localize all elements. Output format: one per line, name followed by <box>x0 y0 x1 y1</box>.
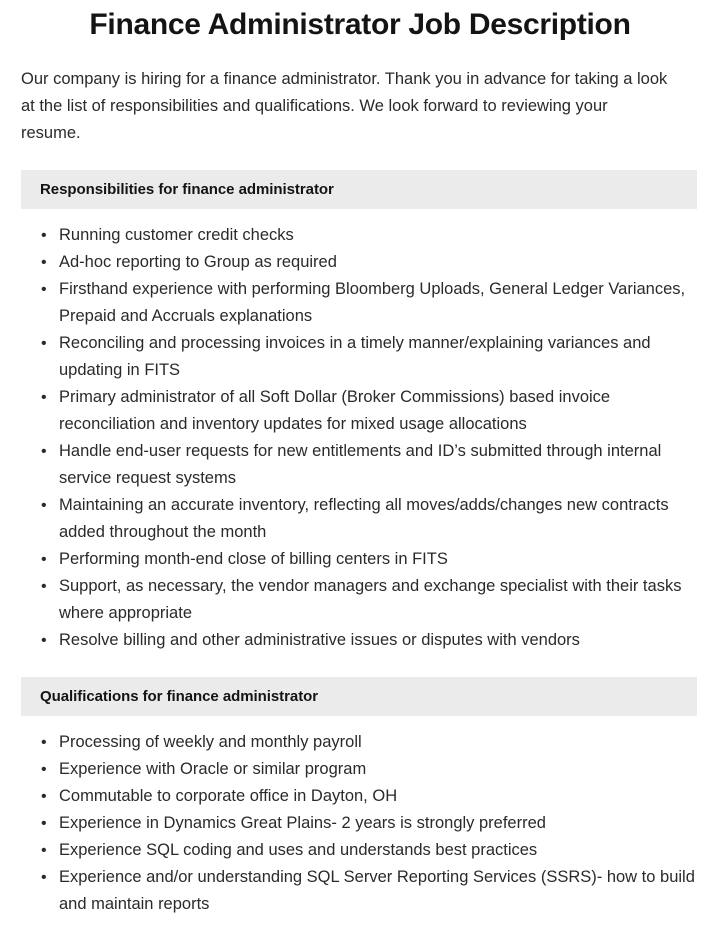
bullet-icon: • <box>41 227 47 244</box>
bullet-icon: • <box>41 281 47 298</box>
list-item-text: Firsthand experience with performing Bloomberg Uploads, General Ledger Variances, Prepaid and Accruals explanations <box>59 280 686 325</box>
section-header-label: Qualifications for finance administrator <box>40 688 319 705</box>
bullet-icon: • <box>41 254 47 271</box>
list-item <box>0 276 720 330</box>
list-item-text: Reconciling and processing invoices in a timely manner/explaining variances and updating in FITS <box>59 334 651 379</box>
list-item-text: Processing of weekly and monthly payroll <box>59 733 362 751</box>
bullet-icon: • <box>41 815 47 832</box>
list-item-text: Experience with Oracle or similar program <box>59 760 367 778</box>
list-item-text: Support, as necessary, the vendor managers and exchange specialist with their tasks where appropriate <box>59 577 682 622</box>
list-item-text: Ad-hoc reporting to Group as required <box>59 253 337 271</box>
bullet-icon: • <box>41 734 47 751</box>
section-responsibilities <box>0 170 720 654</box>
section-header-label: Responsibilities for finance administrator <box>40 181 334 198</box>
section-header-qualifications <box>21 677 697 716</box>
list-item-text: Experience in Dynamics Great Plains- 2 years is strongly preferred <box>59 814 546 832</box>
list-item-text: Commutable to corporate office in Dayton, OH <box>59 787 398 805</box>
bullet-icon: • <box>41 443 47 460</box>
list-item <box>0 438 720 492</box>
list-item-text: Maintaining an accurate inventory, reflecting all moves/adds/changes new contracts added throughout the month <box>59 496 669 541</box>
list-item-text: Experience and/or understanding SQL Server Reporting Services (SSRS)- how to build and maintain reports <box>59 868 695 913</box>
bullet-icon: • <box>41 842 47 859</box>
bullet-icon: • <box>41 335 47 352</box>
intro-paragraph: Our company is hiring for a finance administrator. Thank you in advance for taking a look at the list of responsibilities and qualifications. We look forward to reviewing your resume. <box>21 70 668 142</box>
list-item <box>0 330 720 384</box>
list-item <box>0 546 720 573</box>
list-item <box>0 222 720 249</box>
list-item <box>0 756 720 783</box>
list-item <box>0 864 720 918</box>
responsibilities-list <box>0 209 720 654</box>
bullet-icon: • <box>41 761 47 778</box>
bullet-icon: • <box>41 497 47 514</box>
bullet-icon: • <box>41 551 47 568</box>
list-item <box>0 810 720 837</box>
list-item-text: Running customer credit checks <box>59 226 294 244</box>
list-item-text: Experience SQL coding and uses and understands best practices <box>59 841 538 859</box>
list-item-text: Primary administrator of all Soft Dollar (Broker Commissions) based invoice reconciliation and inventory updates for mixed usage allocations <box>59 388 611 433</box>
section-header-responsibilities <box>21 170 697 209</box>
list-item-text: Resolve billing and other administrative issues or disputes with vendors <box>59 631 580 649</box>
list-item <box>0 783 720 810</box>
list-item-text: Handle end-user requests for new entitlements and ID’s submitted through internal service request systems <box>59 442 662 487</box>
qualifications-list <box>0 716 720 918</box>
list-item <box>0 249 720 276</box>
list-item <box>0 729 720 756</box>
bullet-icon: • <box>41 578 47 595</box>
bullet-icon: • <box>41 389 47 406</box>
list-item <box>0 837 720 864</box>
list-item <box>0 492 720 546</box>
list-item <box>0 627 720 654</box>
bullet-icon: • <box>41 632 47 649</box>
bullet-icon: • <box>41 788 47 805</box>
list-item <box>0 384 720 438</box>
section-qualifications <box>0 677 720 918</box>
list-item-text: Performing month-end close of billing centers in FITS <box>59 550 448 568</box>
list-item <box>0 573 720 627</box>
bullet-icon: • <box>41 869 47 886</box>
page-title: Finance Administrator Job Description <box>89 8 631 41</box>
